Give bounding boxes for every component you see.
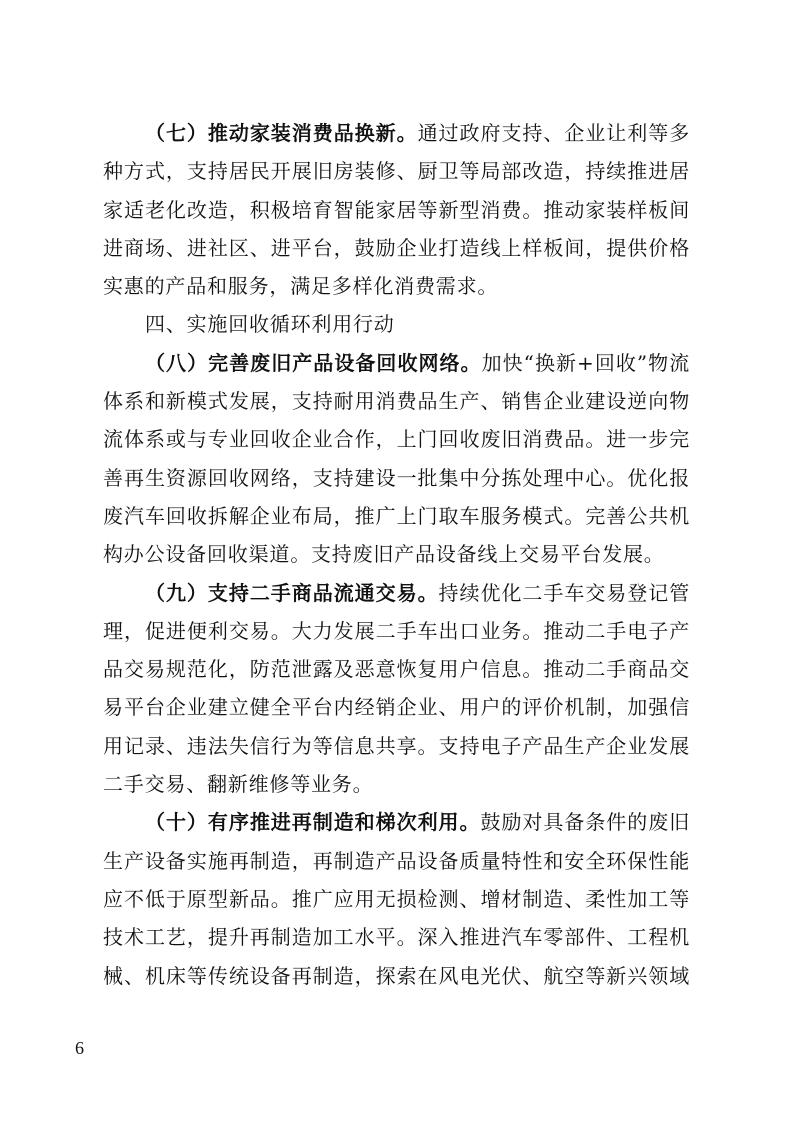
paragraph-10-text: 鼓励对具备条件的废旧 xyxy=(480,810,690,835)
page-number: 6 xyxy=(75,1038,84,1058)
paragraph-9-line-4: 易平台企业建立健全平台内经销企业、用户的评价机制，加强信 xyxy=(103,695,690,720)
paragraph-8-line-1 xyxy=(103,344,690,382)
paragraph-8-line-4: 善再生资源回收网络，支持建设一批集中分拣处理中心。优化报 xyxy=(103,465,690,490)
paragraph-10-line-1 xyxy=(103,803,690,841)
paragraph-10-line-5: 械、机床等传统设备再制造，探索在风电光伏、航空等新兴领域 xyxy=(103,963,690,988)
paragraph-8-text: 加快“换新+回收”物流 xyxy=(481,350,690,375)
paragraph-8-lead: （八）完善废旧产品设备回收网络。 xyxy=(145,350,482,375)
paragraph-8-line-3: 流体系或与专业回收企业合作，上门回收废旧消费品。进一步完 xyxy=(103,427,690,452)
paragraph-7-line-1 xyxy=(103,114,690,152)
paragraph-7-text: 通过政府支持、企业让利等多 xyxy=(417,121,690,145)
document-body xyxy=(103,114,690,995)
paragraph-10-line-2: 生产设备实施再制造，再制造产品设备质量特性和安全环保性能 xyxy=(103,848,690,873)
paragraph-7-line-5: 实惠的产品和服务，满足多样化消费需求。 xyxy=(103,274,499,299)
paragraph-7-line-3: 家适老化改造，积极培育智能家居等新型消费。推动家装样板间 xyxy=(103,197,690,222)
paragraph-9-line-5: 用记录、违法失信行为等信息共享。支持电子产品生产企业发展 xyxy=(103,733,690,758)
section-heading: 四、实施回收循环利用行动 xyxy=(145,312,395,337)
paragraph-10-line-4: 技术工艺，提升再制造加工水平。深入推进汽车零部件、工程机 xyxy=(103,925,690,950)
paragraph-7-line-4: 进商场、进社区、进平台，鼓励企业打造线上样板间，提供价格 xyxy=(103,235,690,260)
paragraph-7-line-2: 种方式，支持居民开展旧房装修、厨卫等局部改造，持续推进居 xyxy=(103,159,690,184)
paragraph-9-lead: （九）支持二手商品流通交易。 xyxy=(145,580,439,605)
paragraph-8-line-2: 体系和新模式发展，支持耐用消费品生产、销售企业建设逆向物 xyxy=(103,389,690,414)
paragraph-9-text: 持续优化二手车交易登记管 xyxy=(438,580,690,605)
paragraph-8-line-6: 构办公设备回收渠道。支持废旧产品设备线上交易平台发展。 xyxy=(103,542,665,567)
paragraph-7-lead: （七）推动家装消费品换新。 xyxy=(145,121,418,145)
paragraph-9-line-3: 品交易规范化，防范泄露及恶意恢复用户信息。推动二手商品交 xyxy=(103,657,690,682)
paragraph-8-line-5: 废汽车回收拆解企业布局，推广上门取车服务模式。完善公共机 xyxy=(103,503,690,528)
paragraph-9-line-1 xyxy=(103,574,690,612)
paragraph-10-line-3: 应不低于原型新品。推广应用无损检测、增材制造、柔性加工等 xyxy=(103,886,690,911)
paragraph-10-lead: （十）有序推进再制造和梯次利用。 xyxy=(145,810,481,835)
paragraph-9-line-2: 理，促进便利交易。大力发展二手车出口业务。推动二手电子产 xyxy=(103,618,690,643)
paragraph-9-line-6: 二手交易、翻新维修等业务。 xyxy=(103,772,374,797)
